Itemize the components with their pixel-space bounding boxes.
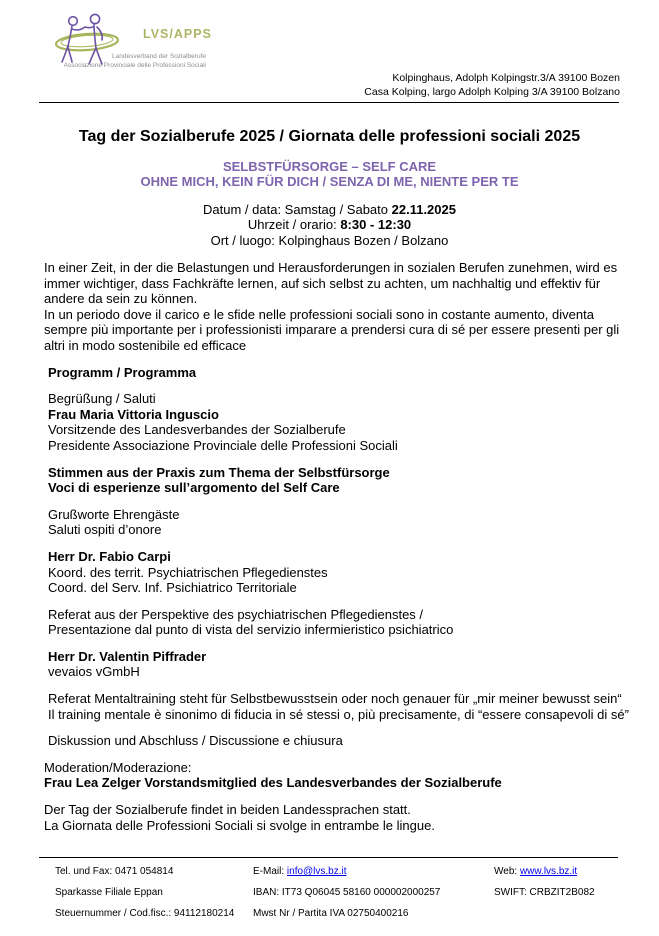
footer-swift: SWIFT: CRBZIT2B082 (494, 887, 595, 898)
logo-subtext-line1: Landesverband der Sozialberufe (112, 53, 206, 60)
program-line: Diskussion und Abschluss / Discussione e chiusura (48, 733, 343, 749)
footer-email-link[interactable]: info@lvs.bz.it (286, 866, 347, 877)
program-line: Saluti ospiti d’onore (48, 522, 162, 538)
intro-line: andere da sein zu können. (44, 291, 198, 307)
footer-web-link[interactable]: www.lvs.bz.it (519, 866, 578, 877)
event-date-label: Datum / data: Samstag / Sabato (203, 202, 392, 217)
intro-line: In un periodo dove il carico e le sfide nelle professioni sociali sono in costante aumento, diventa (44, 306, 594, 322)
intro-line: altri in modo sostenibile ed efficace (44, 337, 247, 353)
footer-column-email-iban (253, 861, 440, 924)
program-line: Referat Mentaltraining steht für Selbstbewusstsein oder noch genauer für „mir meiner bewusst sein“ (48, 691, 622, 707)
intro-line: In einer Zeit, in der die Belastungen und Herausforderungen in sozialen Berufen zunehmen, wird es (44, 260, 618, 275)
header-divider (39, 102, 619, 103)
header-address (364, 71, 620, 99)
program-line: Presentazione dal punto di vista del servizio infermieristico psichiatrico (48, 622, 454, 638)
program-section: Voci di esperienze sull’argomento del Self Care (48, 480, 340, 496)
event-time-label: Uhrzeit / orario: (247, 217, 341, 233)
footer-web (494, 861, 595, 882)
speaker-name: Herr Dr. Valentin Piffrader (48, 648, 207, 664)
speaker-name: Frau Maria Vittoria Inguscio (48, 406, 219, 422)
moderation-label: Moderation/Moderazione: (44, 759, 192, 775)
document-body (44, 260, 634, 833)
footer-column-web-swift (494, 861, 595, 903)
event-time (0, 217, 659, 232)
footer-tel: Tel. und Fax: 0471 054814 (55, 866, 174, 877)
program-line: Grußworte Ehrengäste (48, 506, 180, 522)
event-theme-line2: OHNE MICH, KEIN FÜR DICH / SENZA DI ME, NIENTE PER TE (140, 174, 519, 189)
footer-divider (39, 857, 618, 858)
footer-iban: IBAN: IT73 Q06045 58160 000002000257 (253, 887, 441, 898)
footer-web-label: Web: (494, 866, 520, 877)
program-line: Begrüßung / Saluti (48, 391, 156, 407)
event-place: Ort / luogo: Kolpinghaus Bozen / Bolzano (210, 232, 449, 248)
footer-email (253, 861, 440, 882)
header-address-line2: Casa Kolping, largo Adolph Kolping 3/A 39100 Bolzano (364, 86, 620, 98)
header-address-line1: Kolpinghaus, Adolph Kolpingstr.3/A 39100 Bozen (392, 72, 620, 84)
event-date (0, 202, 659, 217)
footer-column-contact (55, 861, 234, 924)
intro-line: immer wichtiger, dass Fachkräfte lernen, auf sich selbst zu achten, um nachhaltig und effektiv für (44, 275, 601, 291)
program-line: Il training mentale è sinonimo di fiducia in sé stessi o, più precisamente, di “essere consapevoli di sé” (48, 706, 629, 722)
program-section: Stimmen aus der Praxis zum Thema der Selbstfürsorge (48, 464, 390, 480)
footer-email-label: E-Mail: (253, 866, 287, 877)
page-title: Tag der Sozialberufe 2025 / Giornata delle professioni sociali 2025 (78, 128, 581, 145)
program-heading: Programm / Programma (48, 364, 197, 380)
footer-bank: Sparkasse Filiale Eppan (55, 887, 163, 898)
event-date-value: 22.11.2025 (391, 202, 456, 217)
program-line: Referat aus der Perspektive des psychiatrischen Pflegedienstes / (48, 606, 424, 622)
logo-acronym: LVS/APPS (143, 27, 212, 41)
logo-subtext (40, 52, 206, 70)
event-time-value: 8:30 - 12:30 (340, 217, 412, 233)
logo-subtext-line2: Associazione Provinciale delle Professioni Sociali (63, 62, 206, 69)
language-note: Der Tag der Sozialberufe findet in beiden Landessprachen statt. (44, 802, 411, 818)
event-details (0, 202, 659, 248)
footer-taxcode: Steuernummer / Cod.fisc.: 94112180214 (55, 908, 235, 919)
speaker-name: Herr Dr. Fabio Carpi (48, 548, 171, 564)
footer-vat: Mwst Nr / Partita IVA 02750400216 (253, 908, 409, 919)
intro-line: sempre più importante per i professionisti imparare a prendersi cura di sé per essere presenti per gli (44, 322, 620, 338)
program-line: Vorsitzende des Landesverbandes der Sozialberufe (48, 422, 346, 438)
event-theme (0, 159, 659, 189)
program-line: Presidente Associazione Provinciale delle Professioni Sociali (48, 437, 398, 453)
moderator-name: Frau Lea Zelger Vorstandsmitglied des Landesverbandes der Sozialberufe (44, 775, 502, 791)
program-line: vevaios vGmbH (48, 664, 140, 680)
event-theme-line1: SELBSTFÜRSORGE – SELF CARE (222, 159, 437, 174)
program-line: Coord. del Serv. Inf. Psichiatrico Territoriale (48, 580, 297, 596)
program-line: Koord. des territ. Psychiatrischen Pflegedienstes (48, 564, 328, 580)
language-note: La Giornata delle Professioni Sociali si svolge in entrambe le lingue. (44, 817, 435, 833)
